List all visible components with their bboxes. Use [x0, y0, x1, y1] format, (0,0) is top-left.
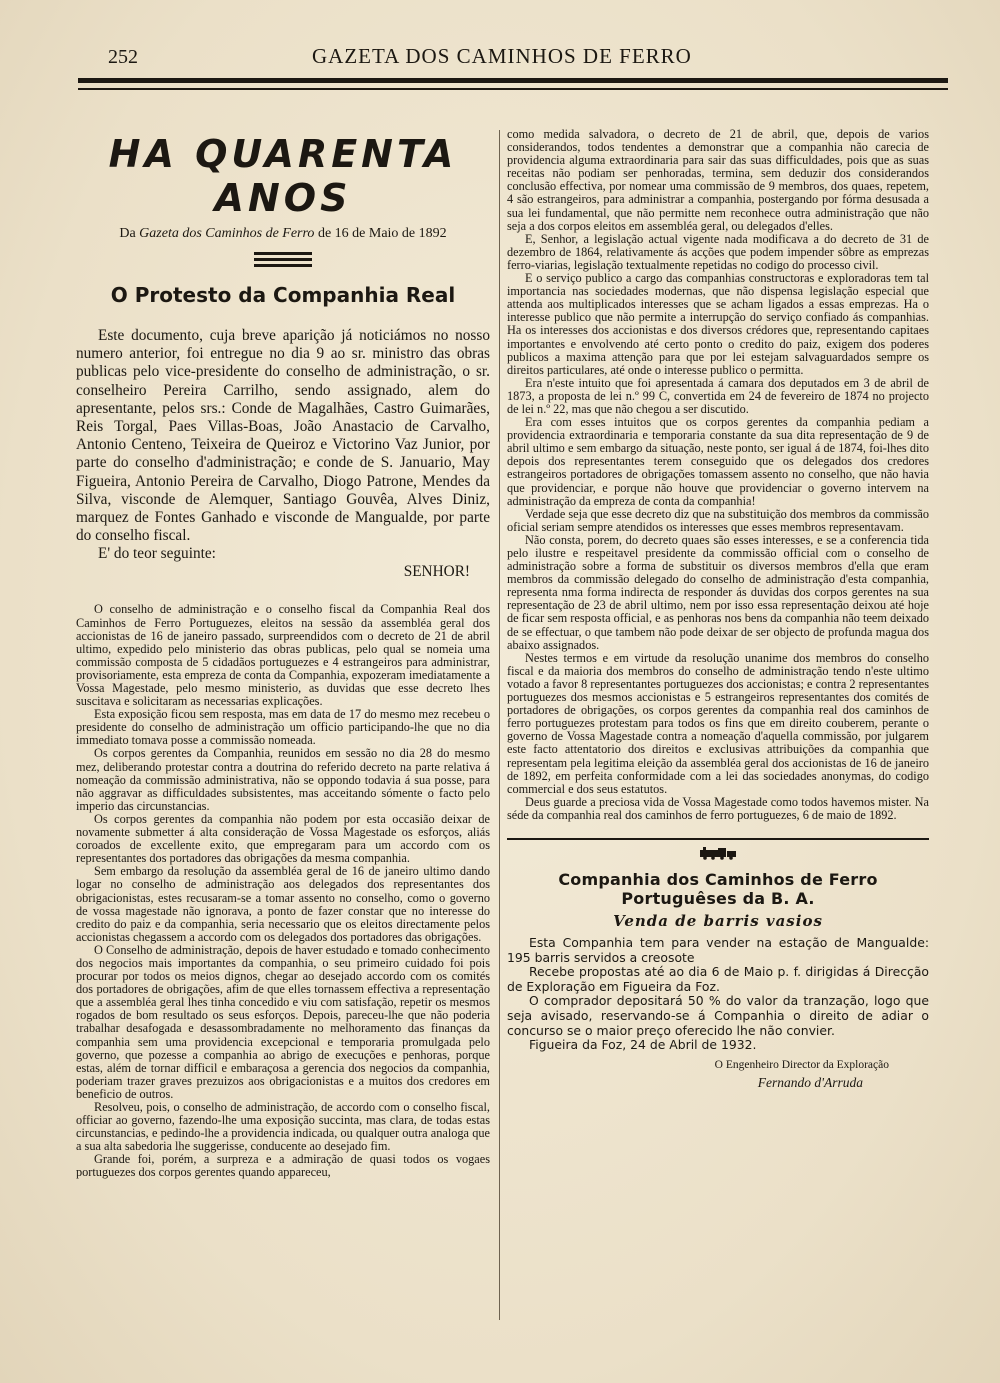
advertisement-paragraph: O comprador depositará 50 % do valor da tranzação, logo que seja avisado, reservando-se á Companhia o direito de adiar o concurso se o maior preço oferecido lhe não convier. [507, 993, 929, 1038]
header-rule [78, 78, 948, 83]
dateline-source: Gazeta dos Caminhos de Ferro [139, 226, 315, 241]
body-paragraph: Verdade seja que esse decreto diz que na substituição dos membros da commissão oficial seriam sempre atendidos os interesses que esses membros representavam. [507, 506, 929, 534]
body-paragraph: Os corpos gerentes da companhia não podem por esta occasião deixar de novamente submetter á alta consideração de Vossa Magestade os esforços, aliás coroados de excellente exito, que empregaram para um accordo com os representantes dos portadores das obrigações da mesma companhia. [76, 811, 490, 866]
left-body [76, 603, 490, 1179]
body-paragraph: E, Senhor, a legislação actual vigente nada modificava a do decreto de 31 de dezembro de 1864, relativamente ás acções que podem impender sôbre as emprezas ferro-viarias, legislação textualmente repetidas no codigo do processo civil. [507, 231, 929, 272]
advertisement [507, 838, 929, 1091]
advertisement-company: Companhia dos Caminhos de Ferro Portuguêses da B. A. [558, 869, 878, 908]
signatory-name: Fernando d'Arruda [757, 1074, 863, 1090]
decorative-rule [254, 252, 312, 267]
train-icon [698, 846, 738, 860]
left-column [76, 128, 490, 1180]
dateline-prefix: Da [119, 226, 136, 241]
advertisement-rule [507, 838, 929, 840]
body-paragraph: Deus guarde a preciosa vida de Vossa Magestade como todos havemos mister. Na séde da companhia real dos caminhos de ferro portuguezes, 6 de maio de 1892. [507, 794, 929, 822]
body-paragraph: Resolveu, pois, o conselho de administração, de accordo com o conselho fiscal, officiar ao governo, fazendo-lhe uma exposição succinta, mas clara, de todas estas circunstancias, e pedindo-lhe a providencia indicada, ou qualquer outra analoga que a sua alta sabedoria lhe suggerisse, conducente ao desejado fim. [76, 1100, 490, 1154]
page-number: 252 [108, 46, 138, 68]
advertisement-date: Figueira da Foz, 24 de Abril de 1932. [529, 1037, 757, 1053]
body-paragraph: Esta exposição ficou sem resposta, mas em data de 17 do mesmo mez recebeu o presidente do conselho de administração um officio participando-lhe que no dia immediato tomava posse a commissão nomeada. [76, 707, 490, 748]
body-paragraph: Era n'este intuito que foi apresentada á camara dos deputados em 3 de abril de 1873, a proposta de lei n.º 99 C, convertida em 24 de fevereiro de 1874 no projecto de lei n.º 22, mas que não chegou a ser discutido. [507, 375, 929, 416]
signatory-role: O Engenheiro Director da Exploração [714, 1058, 889, 1071]
body-paragraph: Os corpos gerentes da Companhia, reunidos em sessão no dia 28 do mesmo mez, deliberando protestar contra a doutrina do referido decreto na parte relativa á nomeação da commissão administrativa, não se oppondo todavia á sua posse, para não aggravar as difficuldades subsistentes, mas acceitando sómente o facto pelo imperio das circunstancias. [76, 746, 490, 813]
article-intro: Este documento, cuja breve aparição já noticiámos no nosso numero anterior, foi entregue no dia 9 ao sr. ministro das obras publicas pelo vice-presidente do conselho de administração, o sr. conselheiro Pereira Carrilho, sendo assignado, alem do apresentante, pelos srs.: Conde de Magalhães, Castro Guimarães, Reis Torgal, Paes Villas-Boas, João Anastacio de Carvalho, Antonio Centeno, Teixeira de Queiroz e Victorino Vaz Junior, por parte do conselho d'administração; e conde de S. Januario, May Figueira, Antonio Pereira de Carvalho, Diogo Patrone, Mendes da Silva, visconde de Alemquer, Santiago Gouvêa, Alves Diniz, marquez de Fontes Ganhado e visconde de Mangualde, por parte do conselho fiscal. [76, 327, 490, 545]
body-paragraph: Nestes termos e em virtude da resolução unanime dos membros do conselho fiscal e da maioria dos membros do conselho de administração tendo n'este ultimo votado a favor 8 representantes portuguezes dos accionistas; e contra 2 representantes portuguezes dos mesmos accionistas e 5 estrangeiros representantes dos comités de portadores de obrigações, os corpos gerentes da companhia real dos caminhos de ferro portuguezes protestam para todos os fins que em direito couberem, perante o governo de Vossa Magestade contra a nomeação d'aquella commissão, por julgarem este facto attentatorio dos direitos e exclusivas attribuições da companhia que representam pela legitima eleição da assembléa geral dos accionistas de 16 de janeiro de 1892, em perfeita conformidade com a lei das sociedades anonymas, do codigo commercial e dos seus estatutos. [507, 650, 929, 796]
right-column [507, 128, 929, 1091]
advertisement-heading: Venda de barris vasios [613, 911, 823, 930]
body-paragraph: como medida salvadora, o decreto de 21 de abril, que, depois de varios considerandos, todos tendentes a demonstrar que a companhia não carecia de providencia alguma extraordinaria para sair das suas difficuldades, pois que as suas receitas não podiam ser penhoradas, termina, sem deduzir dos considerandos conclusão effectiva, por nomear uma commissão de 9 membros, dos quaes, repetem, 4 são estrangeiros, para administrar a companhia, postergando por fórma desusada a sua lei fundamental, que não permitte nem reconhece outra administração que não seja a dos corpos eleitos em assembléa geral, ou delegados d'elles. [507, 127, 929, 233]
body-paragraph: Não consta, porem, do decreto quaes são esses interesses, e se a conferencia tida pelo ilustre e respeitavel presidente da commissão official com o conselho de administração sobre a forma de substituir os diversos membros d'ella que eram membros da commissão delegado do conselho de administração d'esta companhia, representa nma forma indirecta de responder ás duvidas dos corpos gerentes na sua representação de 23 de abril ultimo, nem por isso essa representação deixou até hoje de ficar sem resposta official, e as penhoras nos bens da companhia não teem deixado de se effectuar, o que tambem não pode deixar de ser objecto de profunda magua dos abaixo assignados. [507, 532, 929, 652]
body-paragraph: E o serviço publico a cargo das companhias constructoras e exploradoras tem tal importancia nas sociedades modernas, que não dispensa legislação especial que attenda aos multiplicados interesses que se acham ligados a essas emprezas. Ha o interesse publico que não permite a interrupção do serviço confiado ás companhias. Ha os interesses dos accionistas e dos diversos crédores que, representando capitaes importantes e envolvendo até certo ponto o credito do paiz, exigem dos poderes publicos a maxima attenção para que por lei estejam salvaguardados sempre os direitos particulares, até onde o interesse publico o permitta. [507, 271, 929, 377]
journal-title: GAZETA DOS CAMINHOS DE FERRO [312, 44, 692, 68]
article-subtitle: O Protesto da Companhia Real [110, 283, 456, 307]
article-dateline [76, 226, 490, 242]
article-teor: E' do teor seguinte: [98, 545, 216, 563]
article-title: HA QUARENTA ANOS [108, 132, 458, 220]
dateline-suffix: de 16 de Maio de 1892 [317, 226, 447, 241]
header-rule-thin [78, 88, 948, 90]
advertisement-paragraph: Esta Companhia tem para vender na estação de Mangualde: 195 barris servidos a creosote [507, 934, 929, 965]
body-paragraph: Grande foi, porém, a surpreza e a admiração de quasi todos os vogaes portuguezes dos corpos gerentes quando appareceu, [76, 1152, 490, 1180]
advertisement-paragraph: Recebe propostas até ao dia 6 de Maio p. f. dirigidas á Direcção de Exploração em Figueira da Foz. [507, 964, 929, 994]
article-salutation: SENHOR! [403, 563, 470, 581]
body-paragraph: Sem embargo da resolução da assembléa geral de 16 de janeiro ultimo dando logar no conselho de administração aos delegados dos representantes dos obrigacionistas, estes recusaram-se a tomar assento no conselho, como o governo de vossa magestade não ignorava, a ponto de fazer constar que no interesse do credito do paiz e da companhia, seria necessario que os eleitos directamente pelos accionistas chegassem a accordo com os delegados dos portadores das obrigações. [76, 864, 490, 944]
body-paragraph: O conselho de administração e o conselho fiscal da Companhia Real dos Caminhos de Ferro Portuguezes, eleitos na sessão da assembléa geral dos accionistas de 16 de janeiro passado, surpreendidos com o decreto de 21 de abril ultimo, expedido pelo ministerio das obras publicas, pelo qual se nomeia uma commissão composta de 5 cidadãos portuguezes e 4 estrangeiros para administrar, provisoriamente, esta empreza de conta da Companhia, expozeram imediatamente a Vossa Magestade, pelo mesmo ministerio, as duvidas que esse decreto lhes suscitava e solicitaram as necessarias explicações. [76, 602, 490, 709]
column-divider [499, 130, 500, 1320]
body-paragraph: O Conselho de administração, depois de haver estudado e tomado conhecimento dos negocios mais importantes da companhia, o seu primeiro cuidado foi pois procurar por todos os meios dignos, chegar ao desejado accordo com os comités dos portadores de obrigações, afim de que elles tornassem effectiva a representação que a assembléa geral lhes tinha concedido e viu com satisfação, repetir os mesmos rogados de bom resultado os seus esforços. Depois, pareceu-lhe que não poderia trabalhar desafogada e desassombradamente no melhoramento das finanças da companhia sem uma providencia excepcional e temporaria promulgada pelo governo, que pozesse a companhia ao abrigo de execuções e penhoras, porque estas, além de tornar difficil e embaraçosa a gerencia dos negocios da companhia, poderiam trazer graves prezuizos aos obrigacionistas e a muitos dos credores em beneficio de outros. [76, 942, 490, 1101]
body-paragraph: Era com esses intuitos que os corpos gerentes da companhia pediam a providencia extraordinaria e temporaria constante da sua dita representação de 9 de abril ultimo e sem embargo da situação, neste ponto, ser igual á de 1874, foi-lhes dito depois dos representantes terem conseguido que os delegados dos credores estrangeiros portadores de obrigações tomassem assento no conselho, que não havia que providenciar, e porque não houve que providenciar o governo intervem na administração da empreza de conta da companhia! [507, 415, 929, 508]
